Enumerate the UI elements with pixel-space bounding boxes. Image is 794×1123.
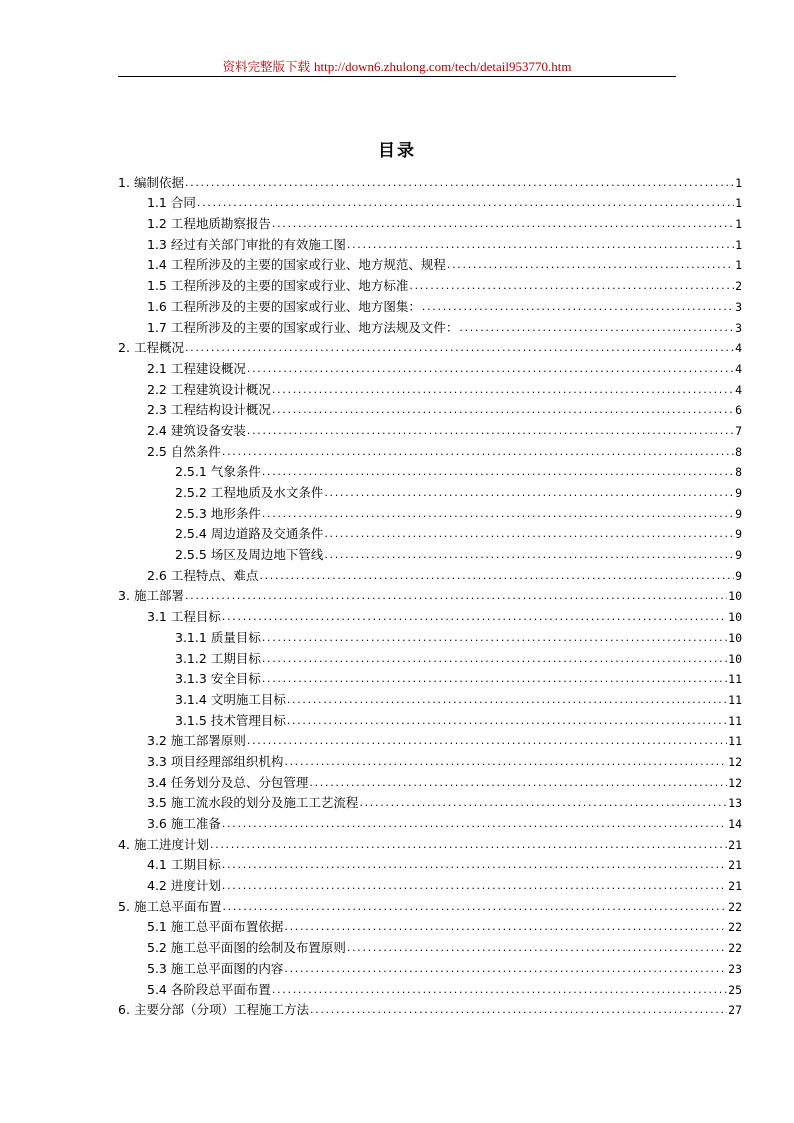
toc-entry-number: 2.1 — [147, 360, 167, 376]
toc-entry-title — [118, 338, 184, 358]
toc-entry[interactable] — [118, 627, 742, 648]
toc-entry-number: 2.2 — [147, 381, 167, 397]
toc-entry-number: 2.5.3 — [175, 505, 207, 521]
toc-entry-number: 1.2 — [147, 216, 167, 232]
toc-entry-number: 3.2 — [147, 733, 167, 749]
toc-entry-number: 3.1.5 — [175, 712, 207, 728]
toc-entry-number: 5. — [118, 898, 130, 914]
toc-entry[interactable] — [118, 979, 742, 1000]
toc-entry-number: 3.1 — [147, 609, 167, 625]
toc-entry-label: 施工总平面图的内容 — [170, 960, 284, 976]
toc-entry-number: 3. — [118, 588, 130, 604]
toc-page-number: 8 — [735, 465, 742, 480]
toc-entry-number: 6. — [118, 1002, 130, 1018]
table-of-contents — [118, 172, 742, 1020]
toc-entry-number: 3.3 — [147, 753, 167, 769]
toc-entry-title — [175, 711, 286, 731]
toc-page-number: 12 — [728, 775, 742, 790]
toc-entry-label: 施工流水段的划分及施工工艺流程 — [170, 795, 359, 811]
toc-leader-dots — [222, 897, 727, 917]
toc-page-number: 21 — [728, 858, 742, 873]
toc-leader-dots — [262, 462, 734, 482]
toc-entry-label: 进度计划 — [170, 878, 221, 894]
toc-entry[interactable] — [118, 482, 742, 503]
toc-page-number: 11 — [728, 734, 742, 749]
toc-entry-number: 2.3 — [147, 402, 167, 418]
toc-page-number: 1 — [735, 258, 742, 273]
toc-leader-dots — [324, 524, 734, 544]
toc-entry[interactable] — [118, 751, 742, 772]
toc-entry-label: 工程所涉及的主要的国家或行业、地方法规及文件： — [170, 319, 459, 335]
toc-entry-label: 工程特点、难点 — [170, 567, 259, 583]
toc-leader-dots — [324, 545, 734, 565]
toc-entry[interactable] — [118, 710, 742, 731]
toc-page-number: 9 — [735, 527, 742, 542]
toc-entry-label: 工程地质及水文条件 — [210, 485, 324, 500]
toc-entry-number: 4.1 — [147, 857, 167, 873]
toc-entry[interactable] — [118, 958, 742, 979]
toc-entry[interactable] — [118, 565, 742, 586]
toc-leader-dots — [409, 276, 734, 296]
toc-entry-label: 施工部署原则 — [170, 733, 246, 749]
toc-entry-label: 编制依据 — [133, 174, 184, 190]
toc-entry-label: 质量目标 — [210, 629, 261, 645]
toc-entry-title — [147, 876, 221, 896]
toc-leader-dots — [447, 255, 734, 275]
toc-leader-dots — [222, 814, 727, 834]
toc-entry-label: 建筑设备安装 — [170, 422, 246, 438]
toc-entry[interactable] — [118, 193, 742, 214]
toc-entry-title — [118, 835, 209, 855]
toc-entry-title — [175, 628, 261, 648]
page-title: 目录 — [378, 141, 416, 161]
toc-entry-title — [147, 400, 271, 420]
toc-page-number: 10 — [728, 651, 742, 666]
download-url-link[interactable]: http://down6.zhulong.com/tech/detail953770.htm — [314, 59, 572, 74]
toc-entry[interactable] — [118, 731, 742, 752]
toc-entry-title — [147, 959, 283, 979]
toc-entry-number: 3.1.3 — [175, 671, 207, 687]
toc-leader-dots — [284, 917, 727, 937]
toc-leader-dots — [347, 235, 734, 255]
toc-leader-dots — [210, 835, 727, 855]
toc-entry-title — [175, 649, 261, 669]
toc-leader-dots — [309, 773, 727, 793]
toc-entry-number: 2.5 — [147, 443, 167, 459]
toc-page-number: 13 — [728, 796, 742, 811]
toc-entry[interactable] — [118, 213, 742, 234]
toc-entry-title — [147, 359, 246, 379]
toc-entry-label: 自然条件 — [170, 443, 221, 459]
toc-entry-title — [147, 297, 421, 317]
toc-entry-number: 2.6 — [147, 567, 167, 583]
toc-page-number: 8 — [735, 444, 742, 459]
toc-leader-dots — [272, 214, 734, 234]
toc-entry-title — [118, 173, 184, 193]
toc-page-number: 9 — [735, 548, 742, 563]
toc-entry-number: 5.2 — [147, 940, 167, 956]
toc-entry-label: 技术管理目标 — [210, 712, 286, 728]
toc-leader-dots — [262, 504, 734, 524]
toc-entry-label: 工程所涉及的主要的国家或行业、地方规范、规程 — [170, 257, 446, 273]
toc-entry[interactable] — [118, 544, 742, 565]
toc-entry-label: 周边道路及交通条件 — [210, 526, 324, 542]
toc-page-number: 9 — [735, 486, 742, 500]
toc-entry[interactable] — [118, 606, 742, 627]
toc-page-number: 21 — [728, 837, 742, 852]
toc-leader-dots — [247, 359, 734, 379]
toc-entry-label: 合同 — [170, 195, 196, 211]
toc-entry-title — [147, 276, 408, 296]
toc-page-number: 11 — [728, 692, 742, 707]
toc-entry[interactable] — [118, 172, 742, 193]
toc-page-number: 3 — [735, 299, 742, 314]
toc-entry-number: 3.1.4 — [175, 691, 207, 707]
toc-leader-dots — [324, 483, 734, 503]
toc-entry[interactable] — [118, 1000, 742, 1021]
toc-entry-title — [175, 483, 323, 503]
toc-page-number: 2 — [735, 279, 742, 294]
toc-entry-label: 工期目标 — [210, 650, 261, 666]
toc-entry-number: 4. — [118, 836, 130, 852]
toc-entry-label: 气象条件 — [210, 464, 261, 480]
toc-entry-label: 工程地质勘察报告 — [170, 216, 271, 232]
toc-leader-dots — [459, 318, 734, 338]
toc-entry-title — [147, 917, 283, 937]
toc-entry[interactable] — [118, 772, 742, 793]
toc-entry-title — [147, 318, 458, 338]
toc-leader-dots — [287, 711, 727, 731]
toc-leader-dots — [222, 855, 727, 875]
toc-entry-label: 施工总平面图的绘制及布置原则 — [170, 940, 346, 956]
toc-entry-label: 施工准备 — [170, 816, 221, 831]
toc-entry-title — [147, 731, 246, 751]
toc-entry-number: 3.1.2 — [175, 650, 207, 666]
toc-page-number: 10 — [728, 630, 742, 645]
toc-page-number: 11 — [728, 672, 742, 687]
toc-entry-number: 4.2 — [147, 878, 167, 894]
toc-entry-label: 施工总平面布置 — [133, 898, 222, 914]
toc-page-number: 14 — [728, 817, 742, 831]
toc-entry[interactable] — [118, 338, 742, 359]
toc-entry-number: 3.6 — [147, 816, 167, 831]
toc-leader-dots — [310, 1000, 727, 1020]
toc-page-number: 6 — [735, 403, 742, 418]
toc-entry-label: 工程结构设计概况 — [170, 402, 271, 418]
toc-entry-title — [147, 773, 308, 793]
toc-page-number: 4 — [735, 382, 742, 397]
toc-entry-number: 5.3 — [147, 960, 167, 976]
toc-leader-dots — [272, 400, 734, 420]
toc-leader-dots — [262, 649, 727, 669]
toc-entry-number: 1.7 — [147, 319, 167, 335]
toc-entry[interactable] — [118, 379, 742, 400]
toc-entry-title — [147, 380, 271, 400]
toc-leader-dots — [185, 173, 734, 193]
toc-entry-number: 1.6 — [147, 298, 167, 314]
toc-entry-label: 各阶段总平面布置 — [170, 981, 271, 997]
toc-entry-title — [147, 793, 358, 813]
toc-leader-dots — [284, 752, 727, 772]
toc-leader-dots — [287, 690, 727, 710]
toc-entry-label: 工程所涉及的主要的国家或行业、地方图集： — [170, 298, 421, 314]
toc-leader-dots — [185, 338, 734, 358]
toc-leader-dots — [359, 793, 727, 813]
toc-entry-label: 文明施工目标 — [210, 691, 286, 707]
toc-page-number: 1 — [735, 175, 742, 190]
toc-entry-title — [147, 752, 283, 772]
toc-page-number: 4 — [735, 341, 742, 356]
toc-entry[interactable] — [118, 689, 742, 710]
toc-entry[interactable] — [118, 896, 742, 917]
toc-page-number: 23 — [728, 961, 742, 976]
header-rule — [118, 76, 676, 77]
toc-entry-label: 工程所涉及的主要的国家或行业、地方标准 — [170, 278, 409, 294]
toc-leader-dots — [247, 421, 734, 441]
toc-entry-title — [175, 690, 286, 710]
toc-page-number: 4 — [735, 361, 742, 376]
toc-entry[interactable] — [118, 524, 742, 545]
toc-leader-dots — [222, 607, 727, 627]
toc-leader-dots — [185, 586, 727, 606]
toc-entry-number: 1.1 — [147, 195, 167, 211]
toc-entry-title — [147, 814, 221, 834]
toc-entry-title — [147, 421, 246, 441]
toc-entry[interactable] — [118, 275, 742, 296]
toc-entry-label: 工期目标 — [170, 857, 221, 873]
toc-page-number: 22 — [728, 899, 742, 914]
toc-leader-dots — [259, 566, 734, 586]
toc-entry[interactable] — [118, 793, 742, 814]
toc-entry-label: 项目经理部组织机构 — [170, 753, 284, 769]
toc-entry-title — [147, 214, 271, 234]
toc-entry-label: 工程概况 — [133, 340, 184, 356]
toc-entry-number: 5.1 — [147, 919, 167, 935]
toc-entry-number: 2.5.1 — [175, 464, 207, 480]
toc-leader-dots — [262, 669, 727, 689]
toc-entry[interactable] — [118, 586, 742, 607]
toc-entry[interactable] — [118, 875, 742, 896]
toc-entry-label: 工程建设概况 — [170, 360, 246, 376]
toc-entry-title — [147, 193, 196, 213]
toc-page-number: 10 — [728, 610, 742, 625]
toc-entry-label: 场区及周边地下管线 — [210, 547, 324, 563]
download-header[interactable] — [0, 58, 794, 76]
toc-entry[interactable] — [118, 503, 742, 524]
toc-entry-title — [175, 669, 261, 689]
toc-entry-title — [147, 855, 221, 875]
toc-entry[interactable] — [118, 855, 742, 876]
toc-entry-number: 3.5 — [147, 795, 167, 811]
toc-page-number: 22 — [728, 941, 742, 956]
toc-entry-number: 2. — [118, 340, 130, 356]
toc-entry-number: 3.1.1 — [175, 629, 207, 645]
toc-page-number: 22 — [728, 920, 742, 935]
toc-entry[interactable] — [118, 834, 742, 855]
toc-entry-label: 主要分部（分项）工程施工方法 — [133, 1002, 309, 1018]
toc-entry-label: 工程建筑设计概况 — [170, 381, 271, 397]
toc-entry-title — [175, 462, 261, 482]
toc-entry[interactable] — [118, 669, 742, 690]
toc-leader-dots — [272, 380, 734, 400]
toc-leader-dots — [272, 980, 727, 1000]
toc-entry-label: 地形条件 — [210, 505, 261, 521]
toc-entry-number: 3.4 — [147, 774, 167, 790]
toc-entry-title — [118, 1000, 309, 1020]
toc-entry[interactable] — [118, 234, 742, 255]
toc-entry-number: 2.4 — [147, 422, 167, 438]
toc-entry-title — [147, 255, 446, 275]
toc-page-number: 12 — [728, 754, 742, 769]
toc-entry[interactable] — [118, 441, 742, 462]
toc-leader-dots — [422, 297, 734, 317]
toc-leader-dots — [222, 876, 727, 896]
toc-leader-dots — [284, 959, 727, 979]
toc-page-number: 9 — [735, 506, 742, 521]
toc-entry-number: 2.5.4 — [175, 526, 207, 542]
toc-entry-label: 施工部署 — [133, 588, 184, 604]
toc-entry-title — [175, 545, 323, 565]
toc-entry[interactable] — [118, 296, 742, 317]
toc-entry-title — [147, 235, 346, 255]
toc-entry-number: 2.5.2 — [175, 485, 207, 500]
toc-entry[interactable] — [118, 937, 742, 958]
toc-entry-title — [147, 607, 221, 627]
toc-entry-title — [175, 524, 323, 544]
toc-leader-dots — [247, 731, 727, 751]
toc-leader-dots — [197, 193, 734, 213]
toc-page-number: 27 — [728, 1003, 742, 1018]
toc-page-number: 1 — [735, 237, 742, 252]
toc-entry[interactable] — [118, 648, 742, 669]
toc-entry-label: 施工总平面布置依据 — [170, 919, 284, 935]
toc-entry[interactable] — [118, 420, 742, 441]
toc-page-number: 7 — [735, 423, 742, 438]
toc-entry-number: 1. — [118, 174, 130, 190]
toc-leader-dots — [222, 442, 734, 462]
toc-entry-number: 1.3 — [147, 236, 167, 252]
toc-entry[interactable] — [118, 813, 742, 834]
toc-leader-dots — [347, 938, 727, 958]
toc-entry-label: 安全目标 — [210, 671, 261, 687]
toc-page-number: 3 — [735, 320, 742, 335]
toc-entry-title — [175, 504, 261, 524]
toc-entry-title — [147, 938, 346, 958]
toc-entry-title — [147, 566, 258, 586]
toc-entry-title — [147, 980, 271, 1000]
toc-entry[interactable] — [118, 358, 742, 379]
toc-entry-label: 任务划分及总、分包管理 — [170, 774, 309, 790]
toc-entry[interactable] — [118, 317, 742, 338]
toc-entry[interactable] — [118, 917, 742, 938]
toc-entry-title — [118, 586, 184, 606]
toc-entry-label: 经过有关部门审批的有效施工图 — [170, 236, 346, 252]
toc-entry-number: 1.5 — [147, 278, 167, 294]
toc-page-number: 10 — [728, 589, 742, 604]
toc-page-number: 21 — [728, 879, 742, 894]
toc-page-number: 9 — [735, 568, 742, 583]
toc-entry-label: 工程目标 — [170, 609, 221, 625]
toc-page-number: 1 — [735, 196, 742, 211]
toc-page-number: 11 — [728, 713, 742, 728]
toc-page-number: 1 — [735, 217, 742, 232]
toc-entry[interactable] — [118, 400, 742, 421]
toc-entry-label: 施工进度计划 — [133, 836, 209, 852]
toc-leader-dots — [262, 628, 727, 648]
toc-entry[interactable] — [118, 462, 742, 483]
toc-entry-title — [147, 442, 221, 462]
toc-entry[interactable] — [118, 255, 742, 276]
toc-page-number: 25 — [728, 982, 742, 997]
toc-entry-number: 5.4 — [147, 981, 167, 997]
toc-entry-number: 1.4 — [147, 257, 167, 273]
download-label: 资料完整版下载 — [222, 59, 311, 74]
toc-entry-title — [118, 897, 221, 917]
toc-entry-number: 2.5.5 — [175, 547, 207, 563]
